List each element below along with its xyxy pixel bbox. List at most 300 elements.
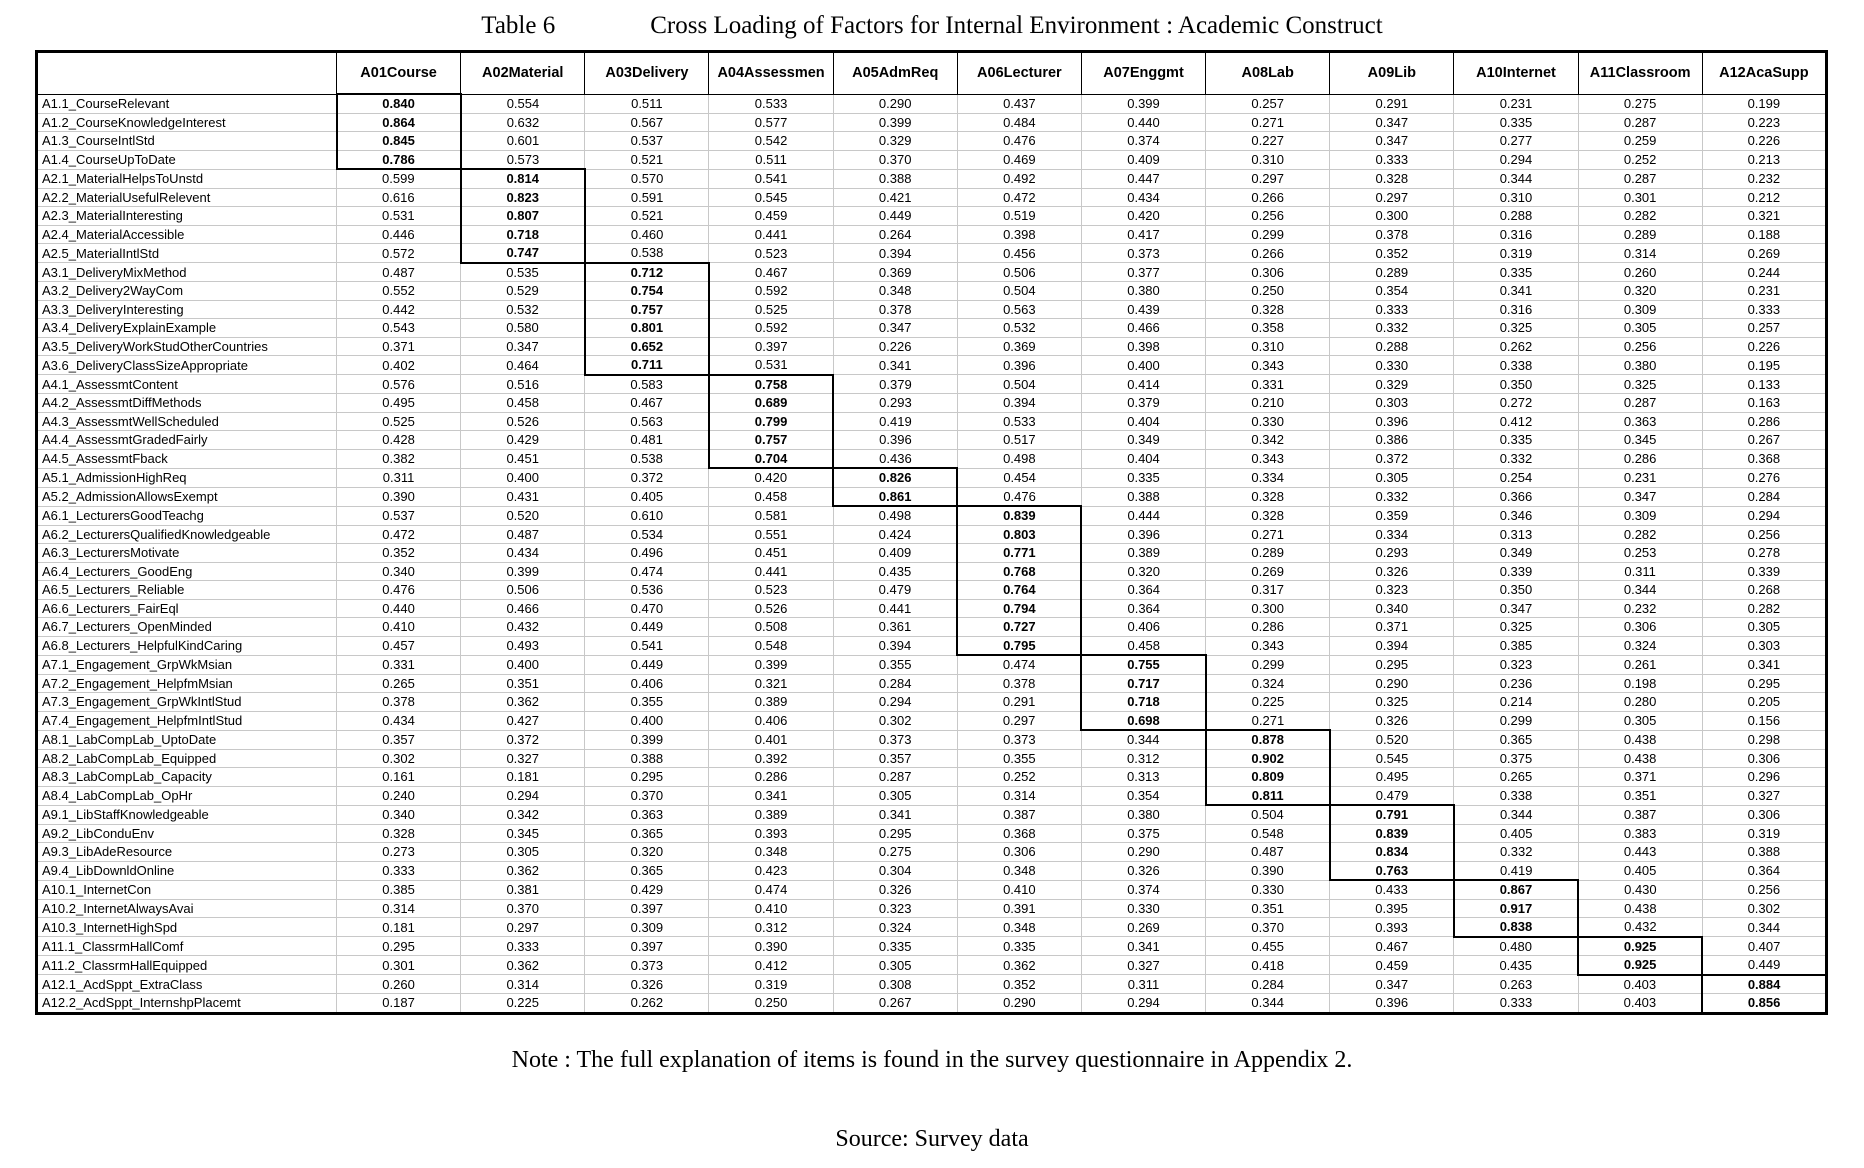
loading-value: 0.496 bbox=[585, 544, 709, 563]
loading-value: 0.344 bbox=[1206, 994, 1330, 1014]
loading-value: 0.373 bbox=[585, 956, 709, 975]
loading-value: 0.399 bbox=[833, 113, 957, 132]
loading-value: 0.253 bbox=[1578, 544, 1702, 563]
loading-value: 0.506 bbox=[957, 263, 1081, 282]
loading-value: 0.294 bbox=[833, 693, 957, 712]
loading-value: 0.354 bbox=[1081, 786, 1205, 805]
table-row bbox=[37, 356, 1827, 375]
loading-value: 0.335 bbox=[957, 937, 1081, 956]
loading-value: 0.592 bbox=[709, 319, 833, 338]
loading-value: 0.348 bbox=[833, 282, 957, 301]
loading-value: 0.399 bbox=[1081, 94, 1205, 113]
loading-value: 0.454 bbox=[957, 468, 1081, 487]
loading-value: 0.287 bbox=[1578, 394, 1702, 413]
loading-value: 0.402 bbox=[337, 356, 461, 375]
loading-value: 0.884 bbox=[1702, 975, 1826, 994]
table-row bbox=[37, 375, 1827, 394]
column-header: A10Internet bbox=[1454, 52, 1578, 95]
loading-value: 0.563 bbox=[957, 300, 1081, 319]
loading-value: 0.368 bbox=[957, 824, 1081, 843]
table-container bbox=[35, 50, 1864, 1015]
table-row bbox=[37, 918, 1827, 937]
loading-value: 0.399 bbox=[709, 655, 833, 674]
row-label: A8.2_LabCompLab_Equipped bbox=[37, 749, 337, 768]
table-row bbox=[37, 132, 1827, 151]
loading-value: 0.273 bbox=[337, 843, 461, 862]
loading-value: 0.362 bbox=[461, 693, 585, 712]
table-row bbox=[37, 880, 1827, 899]
loading-value: 0.479 bbox=[833, 581, 957, 600]
loading-value: 0.278 bbox=[1702, 544, 1826, 563]
loading-value: 0.616 bbox=[337, 188, 461, 207]
loading-value: 0.328 bbox=[1206, 300, 1330, 319]
loading-value: 0.305 bbox=[833, 956, 957, 975]
loading-value: 0.409 bbox=[833, 544, 957, 563]
loading-value: 0.371 bbox=[1578, 768, 1702, 787]
loading-value: 0.436 bbox=[833, 449, 957, 468]
loading-value: 0.277 bbox=[1454, 132, 1578, 151]
table-row bbox=[37, 975, 1827, 994]
table-row bbox=[37, 636, 1827, 655]
loading-value: 0.213 bbox=[1702, 150, 1826, 169]
loading-value: 0.289 bbox=[1206, 544, 1330, 563]
loading-value: 0.925 bbox=[1578, 956, 1702, 975]
loading-value: 0.236 bbox=[1454, 674, 1578, 693]
loading-value: 0.302 bbox=[833, 711, 957, 730]
loading-value: 0.698 bbox=[1081, 711, 1205, 730]
loading-value: 0.335 bbox=[1454, 263, 1578, 282]
loading-value: 0.388 bbox=[1081, 487, 1205, 506]
loading-value: 0.466 bbox=[461, 599, 585, 618]
loading-value: 0.419 bbox=[833, 412, 957, 431]
loading-value: 0.257 bbox=[1702, 319, 1826, 338]
loading-value: 0.498 bbox=[957, 449, 1081, 468]
row-label: A8.1_LabCompLab_UptoDate bbox=[37, 730, 337, 749]
loading-value: 0.573 bbox=[461, 150, 585, 169]
loading-value: 0.290 bbox=[957, 994, 1081, 1014]
loading-value: 0.538 bbox=[585, 449, 709, 468]
table-row bbox=[37, 693, 1827, 712]
loading-value: 0.305 bbox=[1330, 468, 1454, 487]
table-row bbox=[37, 319, 1827, 338]
loading-value: 0.309 bbox=[1578, 506, 1702, 525]
loading-value: 0.470 bbox=[585, 599, 709, 618]
loading-value: 0.317 bbox=[1206, 581, 1330, 600]
loading-value: 0.305 bbox=[461, 843, 585, 862]
loading-value: 0.434 bbox=[1081, 188, 1205, 207]
loading-value: 0.341 bbox=[1081, 937, 1205, 956]
loading-value: 0.372 bbox=[1330, 449, 1454, 468]
loading-value: 0.323 bbox=[833, 899, 957, 918]
loading-value: 0.284 bbox=[1702, 487, 1826, 506]
loading-value: 0.341 bbox=[1702, 655, 1826, 674]
row-label: A4.2_AssessmtDiffMethods bbox=[37, 394, 337, 413]
loading-value: 0.531 bbox=[337, 207, 461, 226]
loading-value: 0.344 bbox=[1454, 805, 1578, 824]
loading-value: 0.396 bbox=[1330, 412, 1454, 431]
loading-value: 0.718 bbox=[461, 225, 585, 244]
table-row bbox=[37, 449, 1827, 468]
loading-value: 0.324 bbox=[833, 918, 957, 937]
loading-value: 0.799 bbox=[709, 412, 833, 431]
loading-value: 0.333 bbox=[1330, 150, 1454, 169]
loading-value: 0.343 bbox=[1206, 449, 1330, 468]
loading-value: 0.504 bbox=[1206, 805, 1330, 824]
loading-value: 0.262 bbox=[585, 994, 709, 1014]
loading-value: 0.313 bbox=[1081, 768, 1205, 787]
loading-value: 0.479 bbox=[1330, 786, 1454, 805]
table-note: Note : The full explanation of items is found in the survey questionnaire in Appendix 2. bbox=[511, 1046, 1353, 1073]
row-label: A8.4_LabCompLab_OpHr bbox=[37, 786, 337, 805]
loading-value: 0.231 bbox=[1578, 468, 1702, 487]
loading-value: 0.378 bbox=[957, 674, 1081, 693]
loading-value: 0.350 bbox=[1454, 581, 1578, 600]
loading-value: 0.299 bbox=[1454, 711, 1578, 730]
loading-value: 0.291 bbox=[1330, 94, 1454, 113]
loading-value: 0.405 bbox=[1578, 861, 1702, 880]
loading-value: 0.240 bbox=[337, 786, 461, 805]
row-label: A2.3_MaterialInteresting bbox=[37, 207, 337, 226]
loading-value: 0.511 bbox=[585, 94, 709, 113]
loading-value: 0.344 bbox=[1454, 169, 1578, 188]
loading-value: 0.504 bbox=[957, 282, 1081, 301]
loading-value: 0.451 bbox=[461, 449, 585, 468]
row-label: A9.4_LibDownldOnline bbox=[37, 861, 337, 880]
loading-value: 0.289 bbox=[1578, 225, 1702, 244]
loading-value: 0.440 bbox=[1081, 113, 1205, 132]
loading-value: 0.476 bbox=[957, 132, 1081, 151]
loading-value: 0.427 bbox=[461, 711, 585, 730]
loading-value: 0.348 bbox=[957, 918, 1081, 937]
loading-value: 0.370 bbox=[833, 150, 957, 169]
loading-value: 0.548 bbox=[1206, 824, 1330, 843]
loading-value: 0.519 bbox=[957, 207, 1081, 226]
loading-value: 0.537 bbox=[585, 132, 709, 151]
loading-value: 0.340 bbox=[337, 805, 461, 824]
loading-value: 0.314 bbox=[461, 975, 585, 994]
table-source: Source: Survey data bbox=[835, 1125, 1029, 1152]
loading-value: 0.840 bbox=[337, 94, 461, 113]
loading-value: 0.431 bbox=[461, 487, 585, 506]
row-label: A1.2_CourseKnowledgeInterest bbox=[37, 113, 337, 132]
loading-value: 0.375 bbox=[1454, 749, 1578, 768]
loading-value: 0.269 bbox=[1702, 244, 1826, 263]
loading-value: 0.250 bbox=[1206, 282, 1330, 301]
loading-value: 0.332 bbox=[1454, 843, 1578, 862]
loading-value: 0.331 bbox=[1206, 375, 1330, 394]
loading-value: 0.834 bbox=[1330, 843, 1454, 862]
loading-value: 0.254 bbox=[1454, 468, 1578, 487]
loading-value: 0.381 bbox=[461, 880, 585, 899]
loading-value: 0.508 bbox=[709, 618, 833, 637]
loading-value: 0.476 bbox=[957, 487, 1081, 506]
row-label: A6.5_Lecturers_Reliable bbox=[37, 581, 337, 600]
loading-value: 0.511 bbox=[709, 150, 833, 169]
table-row bbox=[37, 768, 1827, 787]
loading-value: 0.405 bbox=[585, 487, 709, 506]
loading-value: 0.262 bbox=[1454, 337, 1578, 356]
loading-value: 0.396 bbox=[833, 431, 957, 450]
column-header: A09Lib bbox=[1330, 52, 1454, 95]
loading-value: 0.133 bbox=[1702, 375, 1826, 394]
loading-value: 0.447 bbox=[1081, 169, 1205, 188]
column-header: A07Enggmt bbox=[1081, 52, 1205, 95]
row-label: A10.3_InternetHighSpd bbox=[37, 918, 337, 937]
row-label: A5.2_AdmissionAllowsExempt bbox=[37, 487, 337, 506]
loading-value: 0.327 bbox=[461, 749, 585, 768]
row-label: A3.1_DeliveryMixMethod bbox=[37, 263, 337, 282]
loading-value: 0.538 bbox=[585, 244, 709, 263]
loading-value: 0.352 bbox=[1330, 244, 1454, 263]
loading-value: 0.390 bbox=[709, 937, 833, 956]
loading-value: 0.572 bbox=[337, 244, 461, 263]
loading-value: 0.548 bbox=[709, 636, 833, 655]
loading-value: 0.314 bbox=[337, 899, 461, 918]
loading-value: 0.355 bbox=[957, 749, 1081, 768]
loading-value: 0.399 bbox=[585, 730, 709, 749]
loading-value: 0.272 bbox=[1454, 394, 1578, 413]
loading-value: 0.823 bbox=[461, 188, 585, 207]
loading-value: 0.297 bbox=[1206, 169, 1330, 188]
loading-value: 0.267 bbox=[833, 994, 957, 1014]
table-caption: Cross Loading of Factors for Internal Environment : Academic Construct bbox=[650, 12, 1383, 39]
loading-value: 0.231 bbox=[1702, 282, 1826, 301]
loading-value: 0.320 bbox=[1578, 282, 1702, 301]
loading-value: 0.403 bbox=[1578, 975, 1702, 994]
loading-value: 0.311 bbox=[1081, 975, 1205, 994]
loading-value: 0.347 bbox=[1330, 113, 1454, 132]
loading-value: 0.480 bbox=[1454, 937, 1578, 956]
table-row bbox=[37, 188, 1827, 207]
loading-value: 0.323 bbox=[1330, 581, 1454, 600]
loading-value: 0.394 bbox=[833, 244, 957, 263]
loading-value: 0.378 bbox=[833, 300, 957, 319]
loading-value: 0.225 bbox=[461, 994, 585, 1014]
loading-value: 0.430 bbox=[1578, 880, 1702, 899]
loading-value: 0.433 bbox=[1330, 880, 1454, 899]
row-label: A4.1_AssessmtContent bbox=[37, 375, 337, 394]
loading-value: 0.400 bbox=[461, 655, 585, 674]
loading-value: 0.305 bbox=[1578, 711, 1702, 730]
loading-value: 0.342 bbox=[1206, 431, 1330, 450]
loading-value: 0.407 bbox=[1702, 937, 1826, 956]
loading-value: 0.335 bbox=[1454, 113, 1578, 132]
loading-value: 0.410 bbox=[709, 899, 833, 918]
loading-value: 0.712 bbox=[585, 263, 709, 282]
loading-value: 0.359 bbox=[1330, 506, 1454, 525]
loading-value: 0.363 bbox=[1578, 412, 1702, 431]
loading-value: 0.388 bbox=[833, 169, 957, 188]
loading-value: 0.409 bbox=[1081, 150, 1205, 169]
loading-value: 0.459 bbox=[1330, 956, 1454, 975]
loading-value: 0.839 bbox=[957, 506, 1081, 525]
loading-value: 0.330 bbox=[1206, 412, 1330, 431]
loading-value: 0.438 bbox=[1578, 730, 1702, 749]
loading-value: 0.484 bbox=[957, 113, 1081, 132]
loading-value: 0.563 bbox=[585, 412, 709, 431]
loading-value: 0.397 bbox=[585, 899, 709, 918]
loading-value: 0.389 bbox=[1081, 544, 1205, 563]
loading-value: 0.449 bbox=[1702, 956, 1826, 975]
loading-value: 0.472 bbox=[957, 188, 1081, 207]
table-row bbox=[37, 655, 1827, 674]
loading-value: 0.420 bbox=[709, 468, 833, 487]
loading-value: 0.225 bbox=[1206, 693, 1330, 712]
loading-value: 0.333 bbox=[337, 861, 461, 880]
loading-value: 0.437 bbox=[957, 94, 1081, 113]
loading-value: 0.536 bbox=[585, 581, 709, 600]
loading-value: 0.325 bbox=[1578, 375, 1702, 394]
loading-value: 0.474 bbox=[709, 880, 833, 899]
loading-value: 0.432 bbox=[461, 618, 585, 637]
loading-value: 0.458 bbox=[461, 394, 585, 413]
table-row bbox=[37, 282, 1827, 301]
row-label: A3.2_Delivery2WayCom bbox=[37, 282, 337, 301]
loading-value: 0.324 bbox=[1578, 636, 1702, 655]
table-row bbox=[37, 150, 1827, 169]
loading-value: 0.333 bbox=[1454, 994, 1578, 1014]
loading-value: 0.592 bbox=[709, 282, 833, 301]
loading-value: 0.296 bbox=[1702, 768, 1826, 787]
table-row bbox=[37, 618, 1827, 637]
row-label: A7.3_Engagement_GrpWkIntlStud bbox=[37, 693, 337, 712]
loading-value: 0.807 bbox=[461, 207, 585, 226]
table-row bbox=[37, 169, 1827, 188]
loading-value: 0.355 bbox=[833, 655, 957, 674]
loading-value: 0.459 bbox=[709, 207, 833, 226]
loading-value: 0.449 bbox=[833, 207, 957, 226]
loading-value: 0.325 bbox=[1454, 618, 1578, 637]
loading-value: 0.545 bbox=[1330, 749, 1454, 768]
loading-value: 0.704 bbox=[709, 449, 833, 468]
loading-value: 0.379 bbox=[1081, 394, 1205, 413]
loading-value: 0.581 bbox=[709, 506, 833, 525]
loading-value: 0.435 bbox=[1454, 956, 1578, 975]
loading-value: 0.856 bbox=[1702, 994, 1826, 1014]
loading-value: 0.341 bbox=[833, 805, 957, 824]
loading-value: 0.711 bbox=[585, 356, 709, 375]
loading-value: 0.758 bbox=[709, 375, 833, 394]
loading-value: 0.343 bbox=[1206, 356, 1330, 375]
loading-value: 0.393 bbox=[709, 824, 833, 843]
loading-value: 0.382 bbox=[337, 449, 461, 468]
loading-value: 0.370 bbox=[585, 786, 709, 805]
loading-value: 0.400 bbox=[585, 711, 709, 730]
loading-value: 0.306 bbox=[957, 843, 1081, 862]
loading-value: 0.266 bbox=[1206, 244, 1330, 263]
loading-value: 0.324 bbox=[1206, 674, 1330, 693]
column-header: A12AcaSupp bbox=[1702, 52, 1826, 95]
loading-value: 0.374 bbox=[1081, 132, 1205, 151]
loading-value: 0.257 bbox=[1206, 94, 1330, 113]
loading-value: 0.845 bbox=[337, 132, 461, 151]
loading-value: 0.347 bbox=[833, 319, 957, 338]
loading-value: 0.516 bbox=[461, 375, 585, 394]
loading-value: 0.754 bbox=[585, 282, 709, 301]
loading-value: 0.271 bbox=[1206, 525, 1330, 544]
loading-value: 0.276 bbox=[1702, 468, 1826, 487]
loading-value: 0.338 bbox=[1454, 356, 1578, 375]
loading-value: 0.387 bbox=[1578, 805, 1702, 824]
loading-value: 0.332 bbox=[1454, 449, 1578, 468]
loading-value: 0.838 bbox=[1454, 918, 1578, 937]
loading-value: 0.210 bbox=[1206, 394, 1330, 413]
loading-value: 0.373 bbox=[833, 730, 957, 749]
loading-value: 0.441 bbox=[833, 599, 957, 618]
table-row bbox=[37, 937, 1827, 956]
loading-value: 0.577 bbox=[709, 113, 833, 132]
loading-value: 0.340 bbox=[337, 562, 461, 581]
loading-value: 0.199 bbox=[1702, 94, 1826, 113]
loading-value: 0.312 bbox=[1081, 749, 1205, 768]
row-label: A6.8_Lecturers_HelpfulKindCaring bbox=[37, 636, 337, 655]
loading-value: 0.399 bbox=[461, 562, 585, 581]
loading-value: 0.304 bbox=[833, 861, 957, 880]
loading-value: 0.341 bbox=[1454, 282, 1578, 301]
loading-value: 0.410 bbox=[337, 618, 461, 637]
loading-value: 0.362 bbox=[957, 956, 1081, 975]
loading-value: 0.303 bbox=[1330, 394, 1454, 413]
row-label: A2.2_MaterialUsefulRelevent bbox=[37, 188, 337, 207]
loading-value: 0.764 bbox=[957, 581, 1081, 600]
loading-value: 0.403 bbox=[1578, 994, 1702, 1014]
loading-value: 0.755 bbox=[1081, 655, 1205, 674]
loading-value: 0.286 bbox=[1578, 449, 1702, 468]
loading-value: 0.371 bbox=[337, 337, 461, 356]
loading-value: 0.198 bbox=[1578, 674, 1702, 693]
loading-value: 0.286 bbox=[1206, 618, 1330, 637]
loading-value: 0.347 bbox=[461, 337, 585, 356]
loading-value: 0.339 bbox=[1702, 562, 1826, 581]
loading-value: 0.506 bbox=[461, 581, 585, 600]
loading-value: 0.269 bbox=[1206, 562, 1330, 581]
loading-value: 0.365 bbox=[585, 824, 709, 843]
loading-value: 0.256 bbox=[1702, 880, 1826, 899]
loading-value: 0.316 bbox=[1454, 300, 1578, 319]
loading-value: 0.340 bbox=[1330, 599, 1454, 618]
loading-value: 0.801 bbox=[585, 319, 709, 338]
table-row bbox=[37, 562, 1827, 581]
column-header: A08Lab bbox=[1206, 52, 1330, 95]
loading-value: 0.314 bbox=[957, 786, 1081, 805]
loading-value: 0.826 bbox=[833, 468, 957, 487]
row-label: A6.3_LecturersMotivate bbox=[37, 544, 337, 563]
loading-value: 0.259 bbox=[1578, 132, 1702, 151]
loading-value: 0.226 bbox=[1702, 132, 1826, 151]
loading-value: 0.364 bbox=[1702, 861, 1826, 880]
loading-value: 0.412 bbox=[709, 956, 833, 975]
loading-value: 0.295 bbox=[585, 768, 709, 787]
loading-value: 0.280 bbox=[1578, 693, 1702, 712]
table-row bbox=[37, 956, 1827, 975]
loading-value: 0.814 bbox=[461, 169, 585, 188]
table-row bbox=[37, 861, 1827, 880]
loading-value: 0.333 bbox=[1330, 300, 1454, 319]
loading-value: 0.299 bbox=[1206, 225, 1330, 244]
table-row bbox=[37, 207, 1827, 226]
row-label: A6.4_Lecturers_GoodEng bbox=[37, 562, 337, 581]
loading-value: 0.320 bbox=[1081, 562, 1205, 581]
loading-value: 0.434 bbox=[461, 544, 585, 563]
loading-value: 0.325 bbox=[1454, 319, 1578, 338]
column-header: A03Delivery bbox=[585, 52, 709, 95]
loading-value: 0.314 bbox=[1578, 244, 1702, 263]
loading-value: 0.355 bbox=[585, 693, 709, 712]
loading-value: 0.456 bbox=[957, 244, 1081, 263]
loading-value: 0.271 bbox=[1206, 113, 1330, 132]
loading-value: 0.332 bbox=[1330, 487, 1454, 506]
loading-value: 0.385 bbox=[337, 880, 461, 899]
